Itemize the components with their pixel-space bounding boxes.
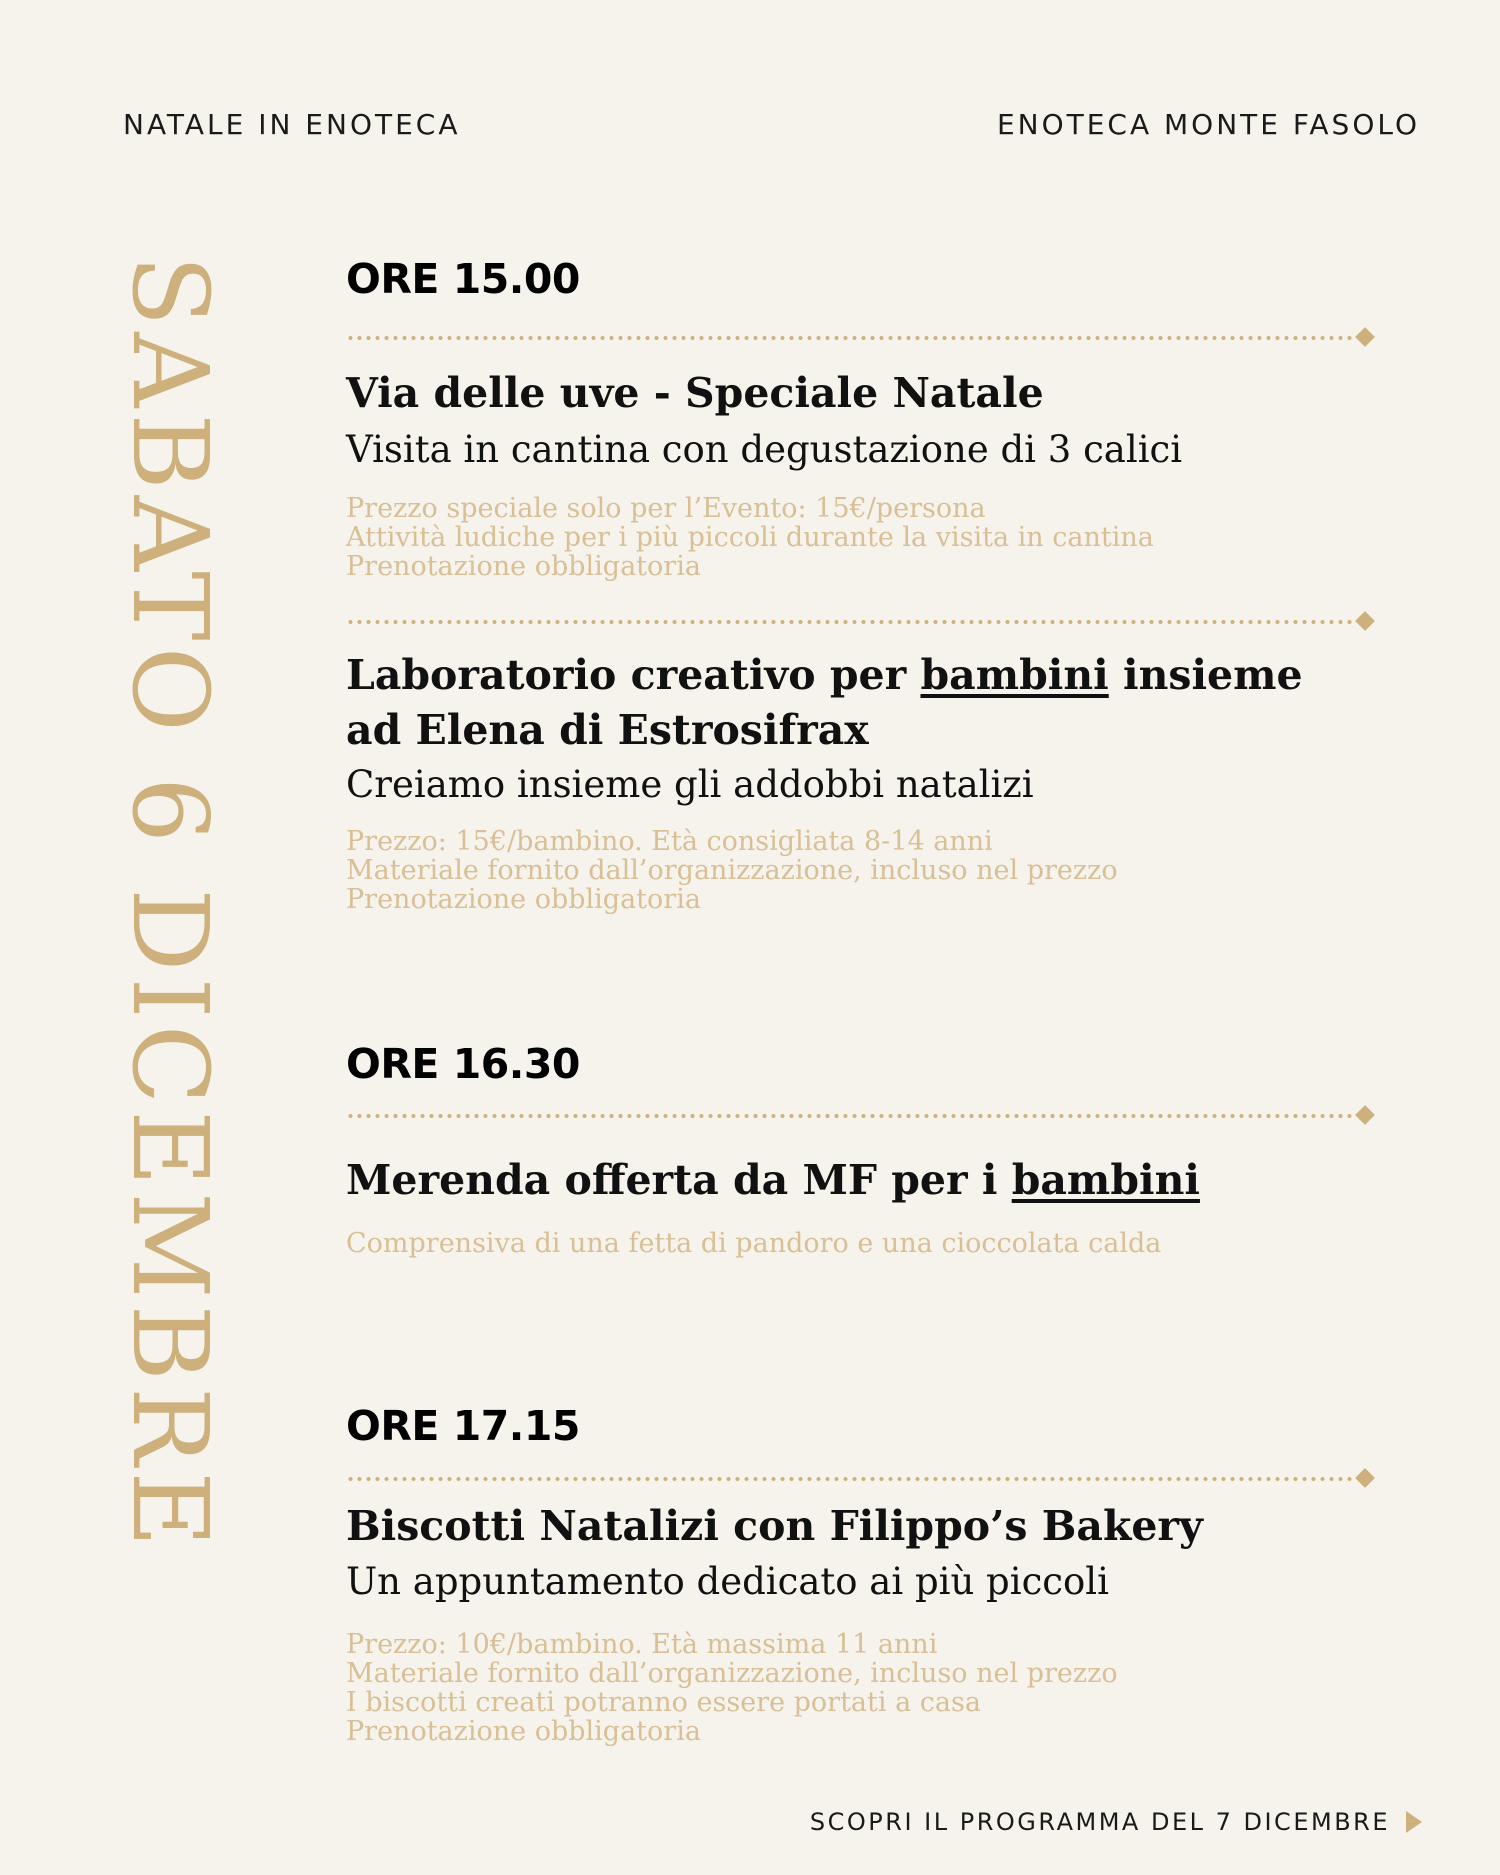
- next-program-link[interactable]: [810, 1808, 1422, 1836]
- event-subtitle: Creiamo insieme gli addobbi natalizi: [346, 763, 1034, 806]
- detail-line: Prenotazione obbligatoria: [346, 1716, 701, 1747]
- event-subtitle: Un appuntamento dedicato ai più piccoli: [346, 1560, 1109, 1603]
- time-label-1630: ORE 16.30: [346, 1040, 580, 1088]
- event-details: [346, 827, 1346, 914]
- event-subtitle: Visita in cantina con degustazione di 3 calici: [346, 428, 1183, 471]
- dotted-divider: [346, 327, 1376, 349]
- dotted-divider: [346, 1105, 1376, 1127]
- time-label-1500: ORE 15.00: [346, 255, 580, 303]
- detail-line: Prenotazione obbligatoria: [346, 551, 701, 582]
- title-text: Laboratorio creativo per: [346, 651, 921, 699]
- event-title-laboratorio: [346, 648, 1346, 758]
- venue-name: ENOTECA MONTE FASOLO: [996, 108, 1420, 141]
- underlined-word: bambini: [920, 651, 1109, 699]
- diamond-icon: [1355, 327, 1375, 347]
- detail-line: Prenotazione obbligatoria: [346, 884, 701, 915]
- diamond-icon: [1355, 611, 1375, 631]
- next-program-label: SCOPRI IL PROGRAMMA DEL 7 DICEMBRE: [809, 1808, 1390, 1836]
- event-details: [346, 1630, 1346, 1746]
- detail-line: Prezzo: 15€/bambino. Età consigliata 8-14 anni: [346, 826, 993, 857]
- event-title-merenda: [346, 1153, 1346, 1208]
- detail-line: Materiale fornito dall’organizzazione, incluso nel prezzo: [346, 855, 1118, 886]
- detail-line: Materiale fornito dall’organizzazione, incluso nel prezzo: [346, 1658, 1118, 1689]
- event-details: [346, 1229, 1346, 1258]
- detail-line: Prezzo speciale solo per l’Evento: 15€/persona: [346, 493, 986, 524]
- vertical-date-label: SABATO 6 DICEMBRE: [109, 255, 231, 1554]
- dotted-divider: [346, 1468, 1376, 1490]
- time-label-1715: ORE 17.15: [346, 1402, 580, 1450]
- detail-line: Comprensiva di una fetta di pandoro e una cioccolata calda: [346, 1228, 1162, 1259]
- event-series-title: NATALE IN ENOTECA: [123, 108, 461, 141]
- title-text: insieme ad Elena di Estrosifrax: [346, 651, 1303, 754]
- title-text: Merenda offerta da MF per i: [346, 1156, 1012, 1204]
- detail-line: Prezzo: 10€/bambino. Età massima 11 anni: [346, 1629, 938, 1660]
- event-title-via-delle-uve: Via delle uve - Speciale Natale: [346, 369, 1044, 417]
- diamond-icon: [1355, 1468, 1375, 1488]
- event-title-biscotti: Biscotti Natalizi con Filippo’s Bakery: [346, 1502, 1203, 1550]
- event-details: [346, 494, 1346, 581]
- detail-line: I biscotti creati potranno essere portati a casa: [346, 1687, 981, 1718]
- detail-line: Attività ludiche per i più piccoli durante la visita in cantina: [346, 522, 1154, 553]
- diamond-icon: [1355, 1105, 1375, 1125]
- dotted-divider: [346, 611, 1376, 633]
- underlined-word: bambini: [1011, 1156, 1200, 1204]
- play-triangle-icon: [1406, 1811, 1422, 1833]
